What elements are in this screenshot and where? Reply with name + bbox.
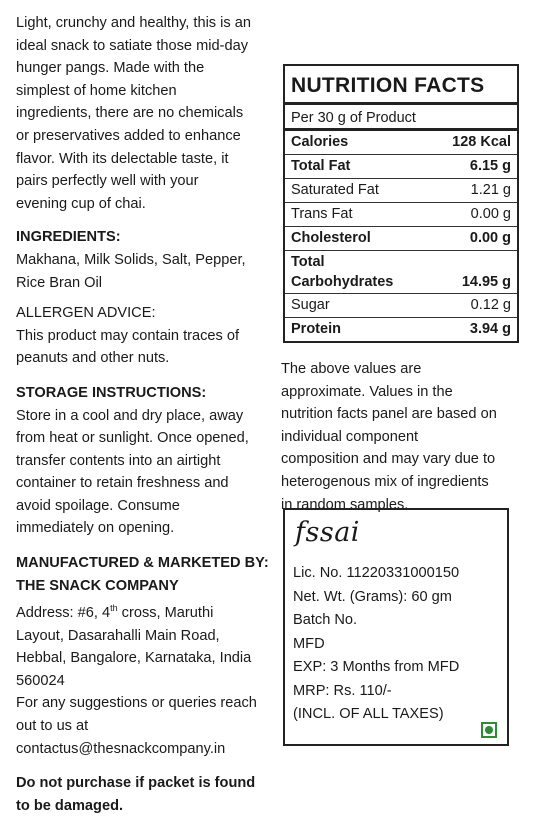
address-line bbox=[16, 597, 278, 624]
left-column bbox=[16, 12, 278, 817]
disclaimer-line: individual component bbox=[281, 428, 419, 445]
nutrient-label: Calories bbox=[291, 134, 349, 150]
disclaimer-line: composition and may vary due to bbox=[281, 451, 496, 468]
nutrition-facts-panel bbox=[283, 64, 519, 343]
disclaimer-line: approximate. Values in the bbox=[281, 383, 453, 400]
disclaimer-line: The above values are bbox=[281, 361, 422, 377]
nutrition-row-calories bbox=[285, 131, 517, 155]
nutrient-value: 3.94 g bbox=[469, 321, 511, 337]
storage-line: container to retain freshness and bbox=[16, 475, 229, 492]
address-suffix: cross, Maruthi bbox=[117, 605, 214, 622]
nutrient-value: 128 Kcal bbox=[452, 134, 511, 150]
storage-section bbox=[16, 382, 278, 540]
nutrient-value: 0.00 g bbox=[470, 206, 511, 222]
nutrient-label: Protein bbox=[291, 321, 341, 337]
ingredients-line: Makhana, Milk Solids, Salt, Pepper, bbox=[16, 251, 246, 268]
storage-line: transfer contents into an airtight bbox=[16, 452, 221, 469]
veg-mark-icon bbox=[481, 722, 497, 738]
product-description bbox=[16, 12, 278, 215]
nutrient-value: 6.15 g bbox=[469, 158, 511, 174]
storage-heading: STORAGE INSTRUCTIONS: bbox=[16, 384, 207, 401]
license-number: Lic. No. 11220331000150 bbox=[293, 565, 460, 581]
warning-section bbox=[16, 772, 278, 817]
net-weight: Net. Wt. (Grams): 60 gm bbox=[293, 588, 452, 605]
nutrient-value: 0.00 g bbox=[469, 230, 511, 246]
description-line: or preservatives added to enhance bbox=[16, 127, 241, 144]
ingredients-line: Rice Bran Oil bbox=[16, 274, 102, 291]
storage-line: immediately on opening. bbox=[16, 520, 175, 537]
mrp-price: MRP: Rs. 110/- bbox=[293, 682, 392, 699]
nutrition-row-sugar bbox=[285, 294, 517, 318]
manufacturer-heading: MANUFACTURED & MARKETED BY: bbox=[16, 555, 269, 572]
allergen-section bbox=[16, 302, 278, 370]
nutrient-label-line: Carbohydrates bbox=[291, 274, 394, 290]
description-line: simplest of home kitchen bbox=[16, 82, 177, 99]
storage-line: Store in a cool and dry place, away bbox=[16, 407, 244, 424]
mfd-date: MFD bbox=[293, 635, 325, 652]
taxes-note: (INCL. OF ALL TAXES) bbox=[293, 706, 444, 722]
nutrient-label: Total Fat bbox=[291, 158, 351, 174]
description-line: ingredients, there are no chemicals bbox=[16, 105, 244, 122]
address-prefix: Address: #6, 4 bbox=[16, 605, 111, 622]
batch-number: Batch No. bbox=[293, 612, 358, 628]
disclaimer-line: heterogenous mix of ingredients bbox=[281, 473, 489, 490]
nutrient-value: 0.12 g bbox=[470, 297, 511, 313]
fssai-logo: fssai bbox=[295, 517, 360, 548]
license-panel bbox=[283, 508, 509, 746]
nutrient-label: Saturated Fat bbox=[291, 182, 379, 198]
address-line: 560024 bbox=[16, 672, 65, 689]
ingredients-heading: INGREDIENTS: bbox=[16, 229, 121, 246]
nutrition-row-saturated-fat bbox=[285, 179, 517, 203]
disclaimer-line: nutrition facts panel are based on bbox=[281, 406, 497, 423]
contact-line: For any suggestions or queries reach bbox=[16, 695, 257, 712]
description-line: flavor. With its delectable taste, it bbox=[16, 150, 229, 167]
veg-dot-icon bbox=[485, 726, 493, 734]
disclaimer-line: in random samples. bbox=[281, 496, 409, 513]
description-line: ideal snack to satiate those mid-day bbox=[16, 37, 249, 54]
nutrient-value: 1.21 g bbox=[470, 182, 511, 198]
description-line: evening cup of chai. bbox=[16, 195, 146, 212]
nutrient-label: Cholesterol bbox=[291, 230, 371, 246]
nutrient-label: Trans Fat bbox=[291, 206, 353, 222]
nutrition-row-carbohydrates bbox=[285, 251, 517, 294]
nutrient-label bbox=[291, 252, 393, 292]
nutrient-label-line: Total bbox=[291, 254, 325, 270]
address-line: Hebbal, Bangalore, Karnataka, India bbox=[16, 650, 252, 667]
nutrition-row-cholesterol bbox=[285, 227, 517, 251]
address-line: Layout, Dasarahalli Main Road, bbox=[16, 627, 220, 644]
allergen-line: peanuts and other nuts. bbox=[16, 350, 170, 367]
manufacturer-section bbox=[16, 552, 278, 760]
storage-line: avoid spoilage. Consume bbox=[16, 497, 180, 514]
expiry: EXP: 3 Months from MFD bbox=[293, 659, 460, 675]
nutrition-row-total-fat bbox=[285, 155, 517, 179]
allergen-heading: ALLERGEN ADVICE: bbox=[16, 305, 156, 322]
contact-line: out to us at bbox=[16, 718, 89, 735]
ingredients-section bbox=[16, 226, 278, 294]
contact-email: contactus@thesnackcompany.in bbox=[16, 740, 226, 757]
nutrition-row-trans-fat bbox=[285, 203, 517, 227]
company-name: THE SNACK COMPANY bbox=[16, 577, 179, 594]
allergen-line: This product may contain traces of bbox=[16, 327, 240, 344]
nutrition-serving: Per 30 g of Product bbox=[285, 105, 517, 131]
address-superscript: th bbox=[110, 603, 118, 614]
nutrient-label: Sugar bbox=[291, 297, 330, 313]
storage-line: from heat or sunlight. Once opened, bbox=[16, 430, 249, 447]
nutrition-disclaimer bbox=[281, 358, 526, 516]
warning-line: to be damaged. bbox=[16, 797, 124, 814]
warning-line: Do not purchase if packet is found bbox=[16, 775, 256, 792]
description-line: pairs perfectly well with your bbox=[16, 173, 199, 190]
description-line: hunger pangs. Made with the bbox=[16, 60, 205, 77]
description-line: Light, crunchy and healthy, this is an bbox=[16, 15, 251, 31]
nutrition-title: NUTRITION FACTS bbox=[285, 66, 517, 105]
nutrition-row-protein bbox=[285, 318, 517, 341]
nutrient-value: 14.95 g bbox=[461, 274, 511, 290]
